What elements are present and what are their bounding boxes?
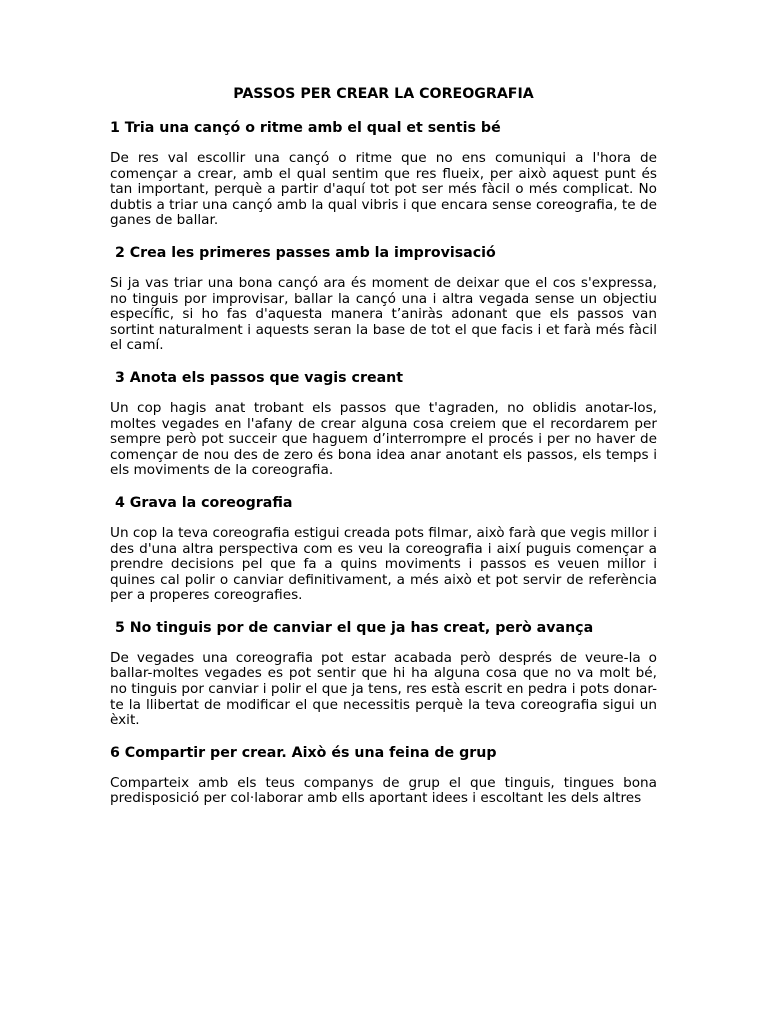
section-heading: 3 Anota els passos que vagis creant (110, 369, 404, 386)
section-heading: 1 Tria una cançó o ritme amb el qual et sentis bé (110, 120, 501, 136)
document-title: PASSOS PER CREAR LA COREOGRAFIA (233, 86, 534, 102)
section-heading: 2 Crea les primeres passes amb la improvisació (110, 244, 496, 261)
section-paragraph: Comparteix amb els teus companys de grup el que tinguis, tingues bona predisposició per col·laborar amb ells aportant idees i escoltant les dels altres (110, 774, 657, 807)
section-1 (110, 118, 657, 229)
document-page (110, 84, 657, 821)
section-3 (110, 368, 657, 479)
section-heading: 5 No tinguis por de canviar el que ja has creat, però avança (110, 619, 594, 636)
section-paragraph: Un cop hagis anat trobant els passos que t'agraden, no oblidis anotar-los, moltes vegades en l'afany de crear alguna cosa creiem que el recordarem per sempre però pot succeir que haguem d’interrompre el procés i per no haver de començar de nou des de zero és bona idea anar anotant els passos, els temps i els moviments de la coreografia. (110, 399, 657, 479)
section-paragraph: De res val escollir una cançó o ritme que no ens comuniqui a l'hora de començar a crear, amb el qual sentim que res flueix, per això aquest punt és tan important, perquè a partir d'aquí tot pot ser més fàcil o més complicat. No dubtis a triar una cançó amb la qual vibris i que encara sense coreografia, te de ganes de ballar. (110, 150, 657, 229)
section-4 (110, 493, 657, 604)
section-heading: 4 Grava la coreografia (110, 494, 293, 511)
section-5 (110, 618, 657, 729)
section-paragraph: De vegades una coreografia pot estar acabada però després de veure-la o ballar-moltes vegades es pot sentir que hi ha alguna cosa que no va molt bé, no tinguis por canviar i polir el que ja tens, res està escrit en pedra i pots donar-te la llibertat de modificar el que necessitis perquè la teva coreografia sigui un èxit. (110, 649, 657, 729)
section-2 (110, 243, 657, 354)
section-heading: 6 Compartir per crear. Això és una feina de grup (110, 744, 497, 761)
section-paragraph: Si ja vas triar una bona cançó ara és moment de deixar que el cos s'expressa, no tinguis por improvisar, ballar la cançó una i altra vegada sense un objectiu específic, si ho fas d'aquesta manera t’aniràs adonant que els passos van sortint naturalment i aquests seran la base de tot el que facis i et farà més fàcil el camí. (110, 274, 657, 354)
section-paragraph: Un cop la teva coreografia estigui creada pots filmar, això farà que vegis millor i des d'una altra perspectiva com es veu la coreografia i així puguis començar a prendre decisions pel que fa a quins moviments i passos es veuen millor i quines cal polir o canviar definitivament, a més això et pot servir de referència per a properes coreografies. (110, 524, 657, 604)
section-6 (110, 743, 657, 807)
